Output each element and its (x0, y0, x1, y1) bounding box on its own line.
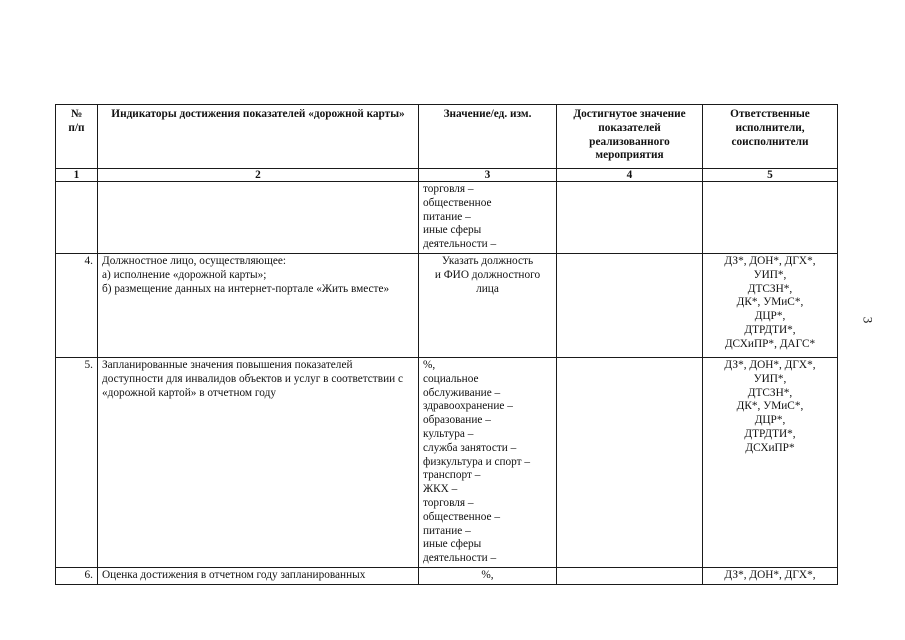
row-responsible (703, 182, 838, 254)
header-responsible: Ответственные исполнители, соисполнители (703, 105, 838, 169)
row-value: %, (419, 567, 557, 584)
document-table (55, 104, 838, 585)
table-row (56, 357, 838, 567)
row-value: торговля – общественное питание – иные сферы деятельности – (419, 182, 557, 254)
row-achieved (557, 253, 703, 357)
header-achieved: Достигнутое значение показателей реализованного мероприятия (557, 105, 703, 169)
header-number: № п/п (56, 105, 98, 169)
row-indicator: Запланированные значения повышения показателей доступности для инвалидов объектов и услуг в соответствии с «дорожной картой» в отчетном году (98, 357, 419, 567)
row-achieved (557, 567, 703, 584)
row-number (56, 182, 98, 254)
header-indicators: Индикаторы достижения показателей «дорожной карты» (98, 105, 419, 169)
column-number: 2 (98, 169, 419, 182)
row-number: 5. (56, 357, 98, 567)
header-value: Значение/ед. изм. (419, 105, 557, 169)
column-number-row (56, 169, 838, 182)
row-indicator: Должностное лицо, осуществляющее: а) исполнение «дорожной карты»; б) размещение данных на интернет-портале «Жить вместе» (98, 253, 419, 357)
table-row (56, 253, 838, 357)
row-achieved (557, 357, 703, 567)
row-number: 6. (56, 567, 98, 584)
header-row (56, 105, 838, 169)
row-indicator: Оценка достижения в отчетном году запланированных (98, 567, 419, 584)
row-indicator (98, 182, 419, 254)
table-row (56, 567, 838, 584)
page-number: 3 (859, 316, 875, 324)
column-number: 3 (419, 169, 557, 182)
column-number: 4 (557, 169, 703, 182)
row-achieved (557, 182, 703, 254)
column-number: 1 (56, 169, 98, 182)
row-responsible: ДЗ*, ДОН*, ДГХ*, УИП*, ДТСЗН*, ДК*, УМиС*, ДЦР*, ДТРДТИ*, ДСХиПР*, ДАГС* (703, 253, 838, 357)
row-responsible: ДЗ*, ДОН*, ДГХ*, УИП*, ДТСЗН*, ДК*, УМиС*, ДЦР*, ДТРДТИ*, ДСХиПР* (703, 357, 838, 567)
row-number: 4. (56, 253, 98, 357)
row-responsible: ДЗ*, ДОН*, ДГХ*, (703, 567, 838, 584)
row-value: %, социальное обслуживание – здравоохранение – образование – культура – служба занятости – физкультура и спорт – транспорт – ЖКХ – торговля – общественное – питание – иные сферы деятельности – (419, 357, 557, 567)
row-value: Указать должность и ФИО должностного лица (419, 253, 557, 357)
table-row (56, 182, 838, 254)
column-number: 5 (703, 169, 838, 182)
